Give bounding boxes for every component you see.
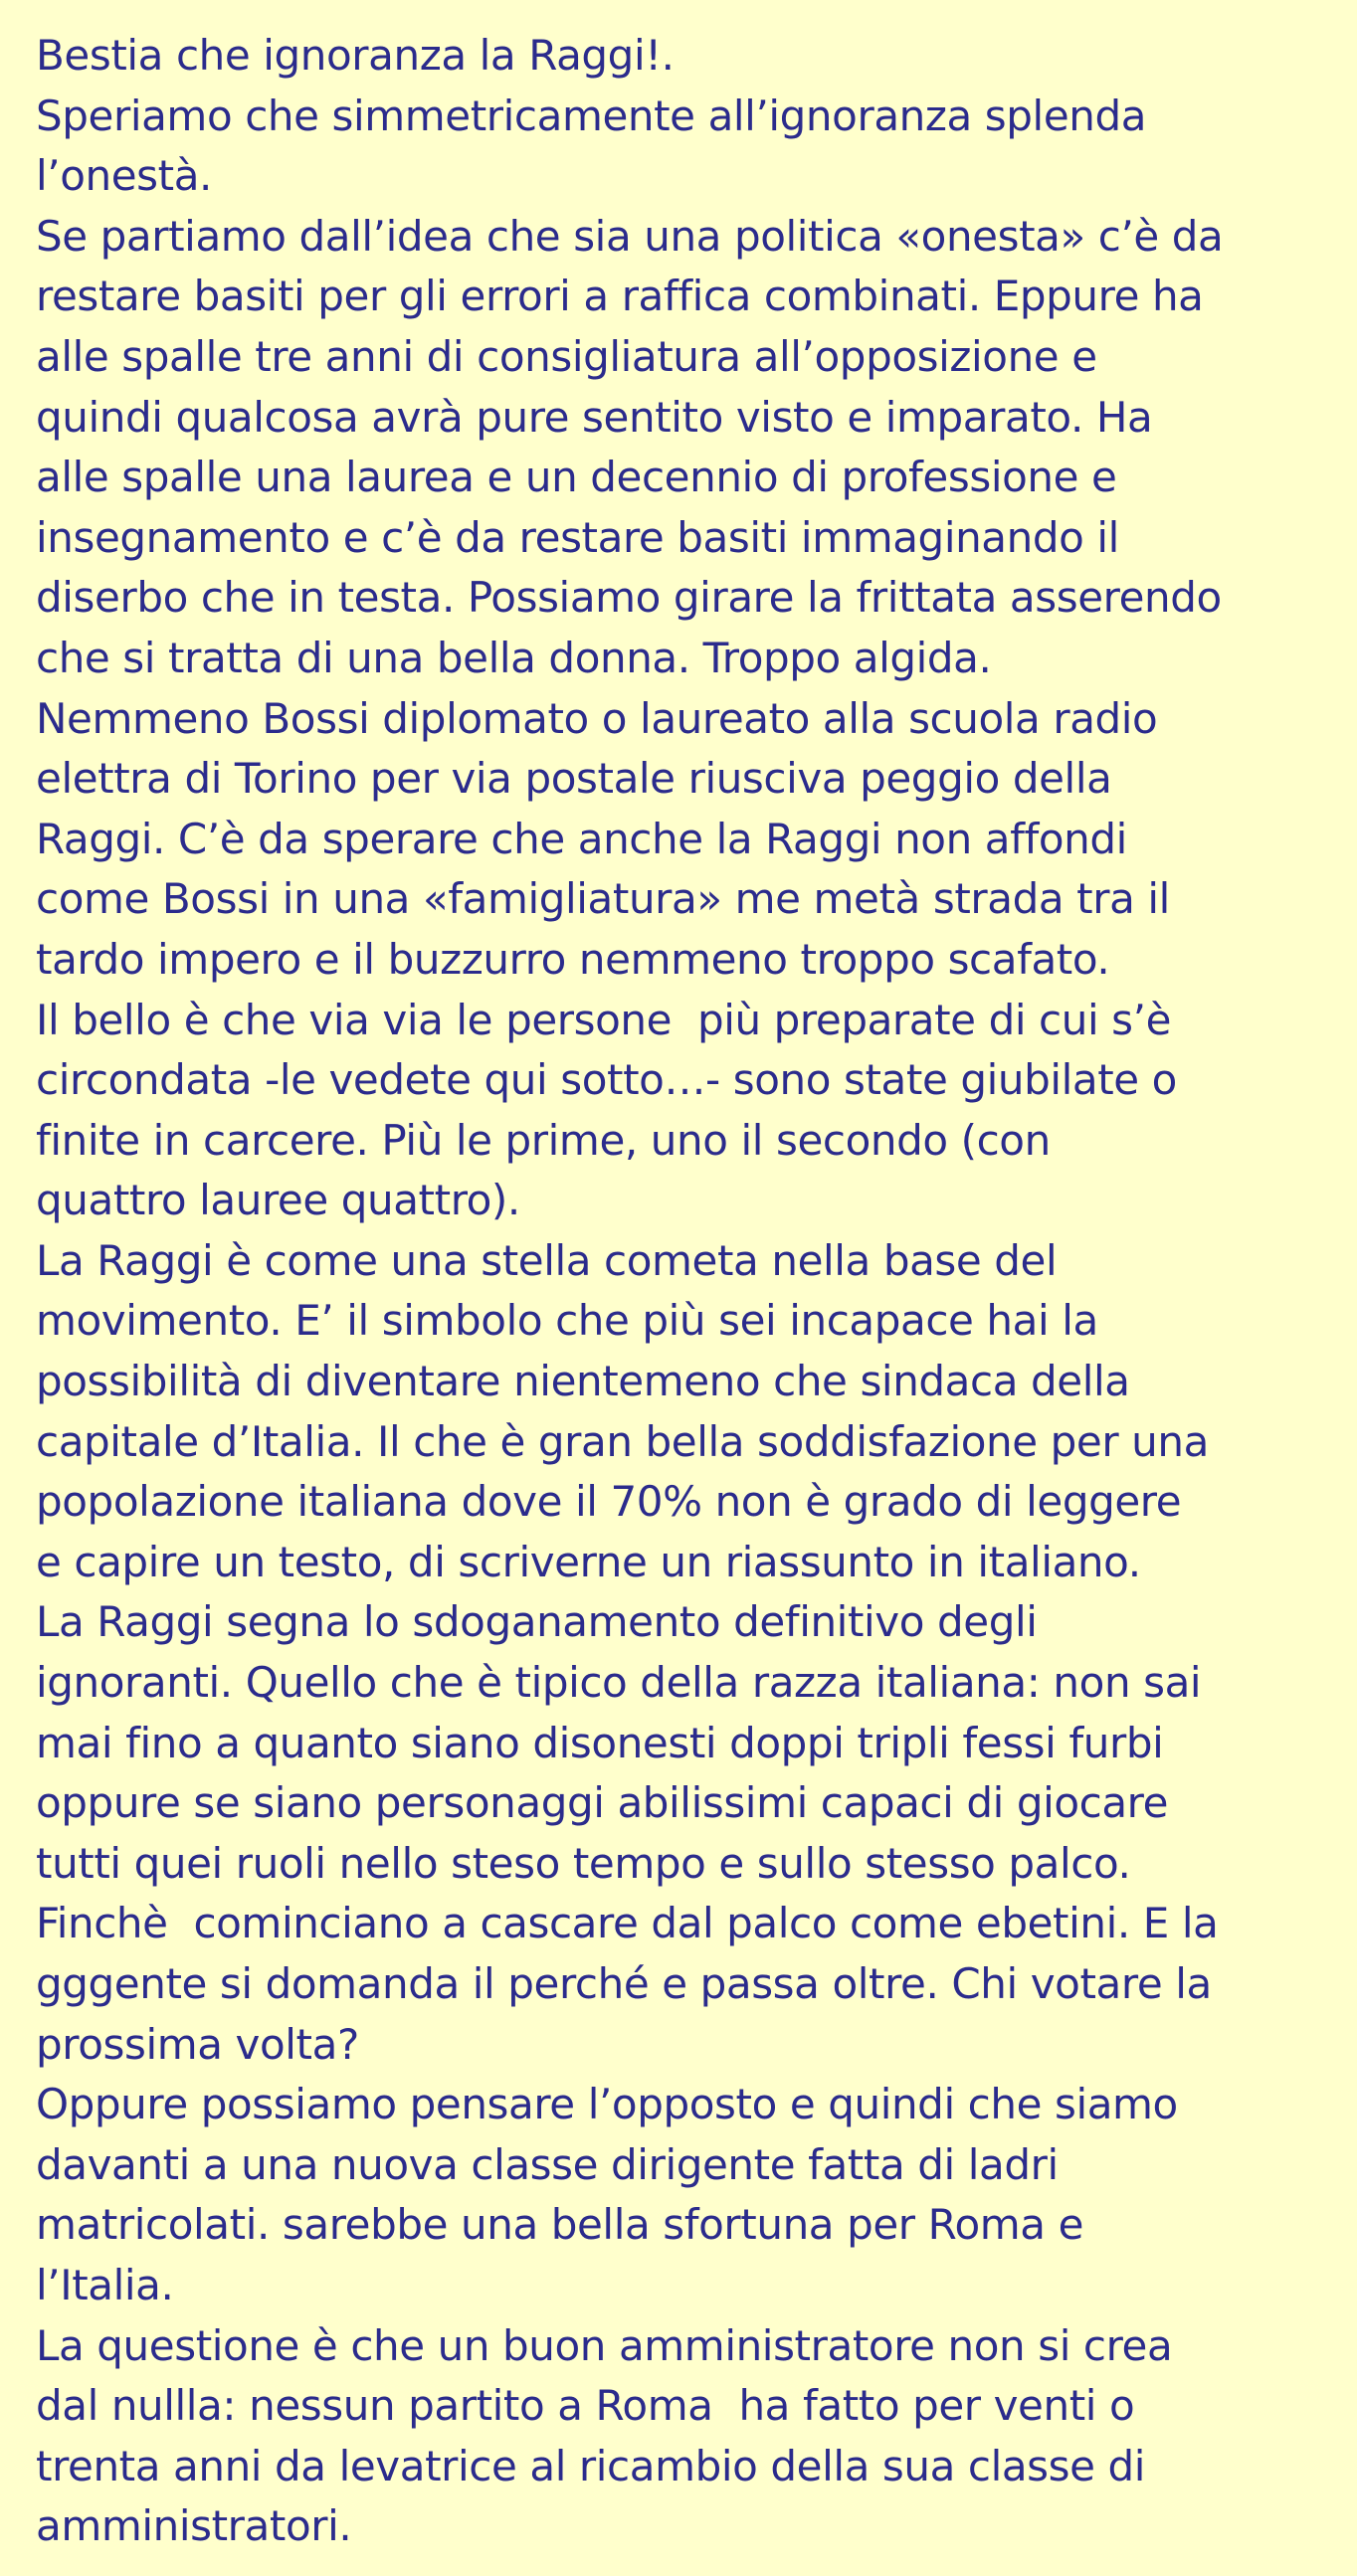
text-line: dal nullla: nessun partito a Roma ha fatto per venti o <box>36 2381 1135 2431</box>
text-line: capitale d’Italia. Il che è gran bella soddisfazione per una <box>36 1416 1209 1466</box>
text-line: l’Italia. <box>36 2260 174 2309</box>
text-line: prossima volta? <box>36 2019 359 2069</box>
text-line: alle spalle tre anni di consigliatura all’opposizione e <box>36 331 1097 381</box>
text-line: davanti a una nuova classe dirigente fatta di ladri <box>36 2139 1059 2189</box>
text-line: Nemmeno Bossi diplomato o laureato alla scuola radio <box>36 693 1158 743</box>
text-line: La Raggi segna lo sdoganamento definitivo degli <box>36 1597 1038 1647</box>
text-line: e capire un testo, di scriverne un riassunto in italiano. <box>36 1537 1141 1586</box>
text-line: tardo impero e il buzzurro nemmeno troppo scafato. <box>36 934 1110 984</box>
text-line: Raggi. C’è da sperare che anche la Raggi non affondi <box>36 814 1127 863</box>
text-line: Il bello è che via via le persone più preparate di cui s’è <box>36 995 1172 1044</box>
text-line: Finchè cominciano a cascare dal palco come ebetini. E la <box>36 1899 1219 1948</box>
text-line: trenta anni da levatrice al ricambio della sua classe di <box>36 2441 1146 2490</box>
text-line: quattro lauree quattro). <box>36 1176 520 1225</box>
text-line: insegnamento e c’è da restare basiti immaginando il <box>36 512 1119 562</box>
text-line: movimento. E’ il simbolo che più sei incapace hai la <box>36 1296 1098 1346</box>
text-line: amministratori. <box>36 2501 352 2551</box>
text-line: popolazione italiana dove il 70% non è grado di leggere <box>36 1477 1182 1527</box>
text-line: diserbo che in testa. Possiamo girare la frittata asserendo <box>36 573 1222 623</box>
text-line: oppure se siano personaggi abilissimi capaci di giocare <box>36 1778 1169 1828</box>
text-line: gggente si domanda il perché e passa oltre. Chi votare la <box>36 1959 1212 2008</box>
text-line: restare basiti per gli errori a raffica combinati. Eppure ha <box>36 272 1204 321</box>
text-line: La questione è che un buon amministratore non si crea <box>36 2320 1173 2370</box>
text-line: Bestia che ignoranza la Raggi!. <box>36 31 675 80</box>
text-line: tutti quei ruoli nello steso tempo e sullo stesso palco. <box>36 1838 1131 1888</box>
article-text <box>36 26 1339 2557</box>
text-line: possibilità di diventare nientemeno che sindaca della <box>36 1357 1130 1406</box>
text-line: quindi qualcosa avrà pure sentito visto e imparato. Ha <box>36 392 1153 442</box>
text-line: Se partiamo dall’idea che sia una politica «onesta» c’è da <box>36 211 1224 261</box>
text-line: alle spalle una laurea e un decennio di professione e <box>36 453 1117 502</box>
text-line: come Bossi in una «famigliatura» me metà strada tra il <box>36 874 1170 924</box>
text-line: l’onestà. <box>36 151 213 201</box>
text-line: matricolati. sarebbe una bella sfortuna per Roma e <box>36 2200 1084 2250</box>
text-line: che si tratta di una bella donna. Troppo algida. <box>36 633 992 682</box>
text-line: Speriamo che simmetricamente all’ignoranza splenda <box>36 91 1147 140</box>
text-line: ignoranti. Quello che è tipico della razza italiana: non sai <box>36 1658 1202 1708</box>
text-line: circondata -le vedete qui sotto…- sono state giubilate o <box>36 1055 1177 1105</box>
text-line: mai fino a quanto siano disonesti doppi tripli fessi furbi <box>36 1718 1164 1767</box>
text-line: elettra di Torino per via postale riusciva peggio della <box>36 754 1112 804</box>
text-line: La Raggi è come una stella cometa nella base del <box>36 1235 1058 1285</box>
text-line: finite in carcere. Più le prime, uno il secondo (con <box>36 1115 1051 1165</box>
text-line: Oppure possiamo pensare l’opposto e quindi che siamo <box>36 2080 1178 2129</box>
